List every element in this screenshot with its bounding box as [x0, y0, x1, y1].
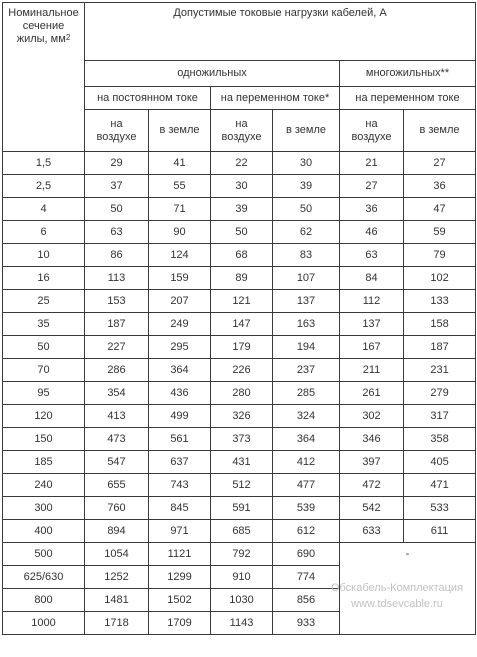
- ac-ground-cell: 62: [273, 221, 340, 244]
- dc-air-cell: 1718: [85, 612, 149, 635]
- dc-air-cell: 37: [85, 175, 149, 198]
- table-row: [3, 336, 476, 359]
- ac-ground-cell: 612: [273, 520, 340, 543]
- section-header-line2: сечение: [22, 20, 65, 32]
- watermark-url: www.tdsevcable.ru: [351, 598, 443, 610]
- dc-ground-cell: 743: [149, 474, 211, 497]
- multi-air-cell: 167: [340, 336, 404, 359]
- ac-air-cell: 39: [211, 198, 273, 221]
- ac-air-cell: 30: [211, 175, 273, 198]
- dc-air-cell: 760: [85, 497, 149, 520]
- ac-air-cell: 1143: [211, 612, 273, 635]
- multi-air-cell: 27: [340, 175, 404, 198]
- table-row: [3, 474, 476, 497]
- table-row: [3, 451, 476, 474]
- dc-air-cell: 286: [85, 359, 149, 382]
- section-cell: 1,5: [3, 152, 85, 175]
- multi-core-na-cell: -: [340, 543, 476, 635]
- dc-ground-cell: 1121: [149, 543, 211, 566]
- ac-ground-cell: 83: [273, 244, 340, 267]
- dc-in-ground-header: в земле: [149, 110, 211, 152]
- dc-air-cell: 655: [85, 474, 149, 497]
- dc-ground-cell: 41: [149, 152, 211, 175]
- ac-ground-cell: 39: [273, 175, 340, 198]
- multi-ground-cell: 405: [404, 451, 476, 474]
- section-cell: 6: [3, 221, 85, 244]
- dc-air-cell: 227: [85, 336, 149, 359]
- dc-ground-cell: 1502: [149, 589, 211, 612]
- multi-air-cell: 261: [340, 382, 404, 405]
- ac-air-cell: 280: [211, 382, 273, 405]
- dc-air-cell: 1481: [85, 589, 149, 612]
- table-row: [3, 405, 476, 428]
- section-cell: 500: [3, 543, 85, 566]
- table-row: [3, 175, 476, 198]
- section-cell: 150: [3, 428, 85, 451]
- multi-air-cell: 137: [340, 313, 404, 336]
- table-row: [3, 359, 476, 382]
- dc-ground-cell: 637: [149, 451, 211, 474]
- section-cell: 400: [3, 520, 85, 543]
- section-cell: 35: [3, 313, 85, 336]
- table-row: [3, 267, 476, 290]
- dc-ground-cell: 436: [149, 382, 211, 405]
- multi-ground-cell: 187: [404, 336, 476, 359]
- dc-air-cell: 1054: [85, 543, 149, 566]
- ac-in-air-header: на воздухе: [211, 110, 273, 152]
- ac-ground-cell: 539: [273, 497, 340, 520]
- multi-air-cell: 211: [340, 359, 404, 382]
- section-header: [3, 3, 85, 152]
- dc-air-cell: 1252: [85, 566, 149, 589]
- multi-in-air-header: на воздухе: [340, 110, 404, 152]
- multi-air-cell: 633: [340, 520, 404, 543]
- section-cell: 240: [3, 474, 85, 497]
- section-header-superscript: 2: [65, 33, 71, 42]
- section-header-line3: [5, 33, 82, 46]
- single-ac-header: на переменном токе*: [211, 87, 340, 110]
- dc-air-cell: 354: [85, 382, 149, 405]
- table-row: [3, 290, 476, 313]
- table-title: Допустимые токовые нагрузки кабелей, А: [85, 3, 476, 61]
- multi-ground-cell: 79: [404, 244, 476, 267]
- dc-air-cell: 50: [85, 198, 149, 221]
- dc-air-cell: 29: [85, 152, 149, 175]
- ac-ground-cell: 30: [273, 152, 340, 175]
- dc-ground-cell: 207: [149, 290, 211, 313]
- section-cell: 2,5: [3, 175, 85, 198]
- dc-ground-cell: 1299: [149, 566, 211, 589]
- section-cell: 70: [3, 359, 85, 382]
- ac-air-cell: 226: [211, 359, 273, 382]
- dc-ground-cell: 295: [149, 336, 211, 359]
- dc-ground-cell: 71: [149, 198, 211, 221]
- multi-air-cell: 21: [340, 152, 404, 175]
- ac-ground-cell: 477: [273, 474, 340, 497]
- ac-ground-cell: 364: [273, 428, 340, 451]
- ac-ground-cell: 163: [273, 313, 340, 336]
- section-cell: 25: [3, 290, 85, 313]
- dc-ground-cell: 124: [149, 244, 211, 267]
- ac-ground-cell: 324: [273, 405, 340, 428]
- ac-ground-cell: 194: [273, 336, 340, 359]
- ac-air-cell: 326: [211, 405, 273, 428]
- table-row: [3, 382, 476, 405]
- dc-ground-cell: 499: [149, 405, 211, 428]
- dc-air-cell: 473: [85, 428, 149, 451]
- multi-ac-header: на переменном токе: [340, 87, 476, 110]
- ac-air-cell: 512: [211, 474, 273, 497]
- dc-ground-cell: 1709: [149, 612, 211, 635]
- multi-air-cell: 63: [340, 244, 404, 267]
- multi-air-cell: 84: [340, 267, 404, 290]
- ac-ground-cell: 285: [273, 382, 340, 405]
- ac-ground-cell: 137: [273, 290, 340, 313]
- dc-ground-cell: 55: [149, 175, 211, 198]
- table-row: [3, 221, 476, 244]
- ac-ground-cell: 933: [273, 612, 340, 635]
- dc-air-cell: 187: [85, 313, 149, 336]
- section-cell: 185: [3, 451, 85, 474]
- ac-air-cell: 121: [211, 290, 273, 313]
- ac-air-cell: 373: [211, 428, 273, 451]
- section-cell: 625/630: [3, 566, 85, 589]
- ac-air-cell: 50: [211, 221, 273, 244]
- section-cell: 95: [3, 382, 85, 405]
- ac-ground-cell: 50: [273, 198, 340, 221]
- watermark-company: Обскабель-Комплектация: [330, 582, 464, 594]
- dc-ground-cell: 159: [149, 267, 211, 290]
- table-row: [3, 244, 476, 267]
- section-cell: 4: [3, 198, 85, 221]
- multi-in-ground-header: в земле: [404, 110, 476, 152]
- ac-air-cell: 1030: [211, 589, 273, 612]
- multi-ground-cell: 358: [404, 428, 476, 451]
- single-core-header: одножильных: [85, 61, 340, 87]
- ac-air-cell: 89: [211, 267, 273, 290]
- ac-ground-cell: 690: [273, 543, 340, 566]
- dc-ground-cell: 364: [149, 359, 211, 382]
- ac-air-cell: 685: [211, 520, 273, 543]
- dc-air-cell: 63: [85, 221, 149, 244]
- section-header-line1: Номинальное: [8, 7, 79, 19]
- table-row: [3, 428, 476, 451]
- multi-ground-cell: 231: [404, 359, 476, 382]
- multi-core-header: многожильных**: [340, 61, 476, 87]
- section-cell: 800: [3, 589, 85, 612]
- table-row: [3, 152, 476, 175]
- table-row: [3, 520, 476, 543]
- section-cell: 10: [3, 244, 85, 267]
- multi-air-cell: 36: [340, 198, 404, 221]
- ac-ground-cell: 412: [273, 451, 340, 474]
- multi-air-cell: 472: [340, 474, 404, 497]
- table-row: [3, 543, 476, 566]
- multi-air-cell: 46: [340, 221, 404, 244]
- dc-ground-cell: 971: [149, 520, 211, 543]
- ac-ground-cell: 237: [273, 359, 340, 382]
- multi-ground-cell: 533: [404, 497, 476, 520]
- multi-air-cell: 302: [340, 405, 404, 428]
- dc-ground-cell: 561: [149, 428, 211, 451]
- dc-air-cell: 153: [85, 290, 149, 313]
- ac-air-cell: 792: [211, 543, 273, 566]
- multi-air-cell: 346: [340, 428, 404, 451]
- ac-air-cell: 22: [211, 152, 273, 175]
- dc-in-air-header: на воздухе: [85, 110, 149, 152]
- dc-air-cell: 413: [85, 405, 149, 428]
- ac-air-cell: 431: [211, 451, 273, 474]
- ac-ground-cell: 107: [273, 267, 340, 290]
- dc-air-cell: 894: [85, 520, 149, 543]
- section-cell: 50: [3, 336, 85, 359]
- multi-ground-cell: 471: [404, 474, 476, 497]
- ac-air-cell: 910: [211, 566, 273, 589]
- ac-air-cell: 147: [211, 313, 273, 336]
- multi-ground-cell: 611: [404, 520, 476, 543]
- ac-air-cell: 591: [211, 497, 273, 520]
- multi-ground-cell: 102: [404, 267, 476, 290]
- dc-ground-cell: 845: [149, 497, 211, 520]
- ac-ground-cell: 774: [273, 566, 340, 589]
- section-cell: 1000: [3, 612, 85, 635]
- dc-ground-cell: 90: [149, 221, 211, 244]
- ac-ground-cell: 856: [273, 589, 340, 612]
- single-dc-header: на постоянном токе: [85, 87, 211, 110]
- multi-ground-cell: 158: [404, 313, 476, 336]
- multi-ground-cell: 317: [404, 405, 476, 428]
- section-cell: 16: [3, 267, 85, 290]
- multi-ground-cell: 27: [404, 152, 476, 175]
- table-row: [3, 497, 476, 520]
- ac-in-ground-header: в земле: [273, 110, 340, 152]
- dc-air-cell: 86: [85, 244, 149, 267]
- dc-air-cell: 547: [85, 451, 149, 474]
- multi-air-cell: 112: [340, 290, 404, 313]
- dc-air-cell: 113: [85, 267, 149, 290]
- current-capacity-table: [2, 2, 476, 635]
- section-cell: 300: [3, 497, 85, 520]
- multi-air-cell: 542: [340, 497, 404, 520]
- section-header-unit: жилы, мм: [16, 33, 66, 45]
- multi-air-cell: 397: [340, 451, 404, 474]
- section-cell: 120: [3, 405, 85, 428]
- table-row: [3, 198, 476, 221]
- multi-ground-cell: 59: [404, 221, 476, 244]
- table-row: [3, 313, 476, 336]
- ac-air-cell: 68: [211, 244, 273, 267]
- ac-air-cell: 179: [211, 336, 273, 359]
- multi-ground-cell: 36: [404, 175, 476, 198]
- multi-ground-cell: 279: [404, 382, 476, 405]
- multi-ground-cell: 47: [404, 198, 476, 221]
- multi-ground-cell: 133: [404, 290, 476, 313]
- dc-ground-cell: 249: [149, 313, 211, 336]
